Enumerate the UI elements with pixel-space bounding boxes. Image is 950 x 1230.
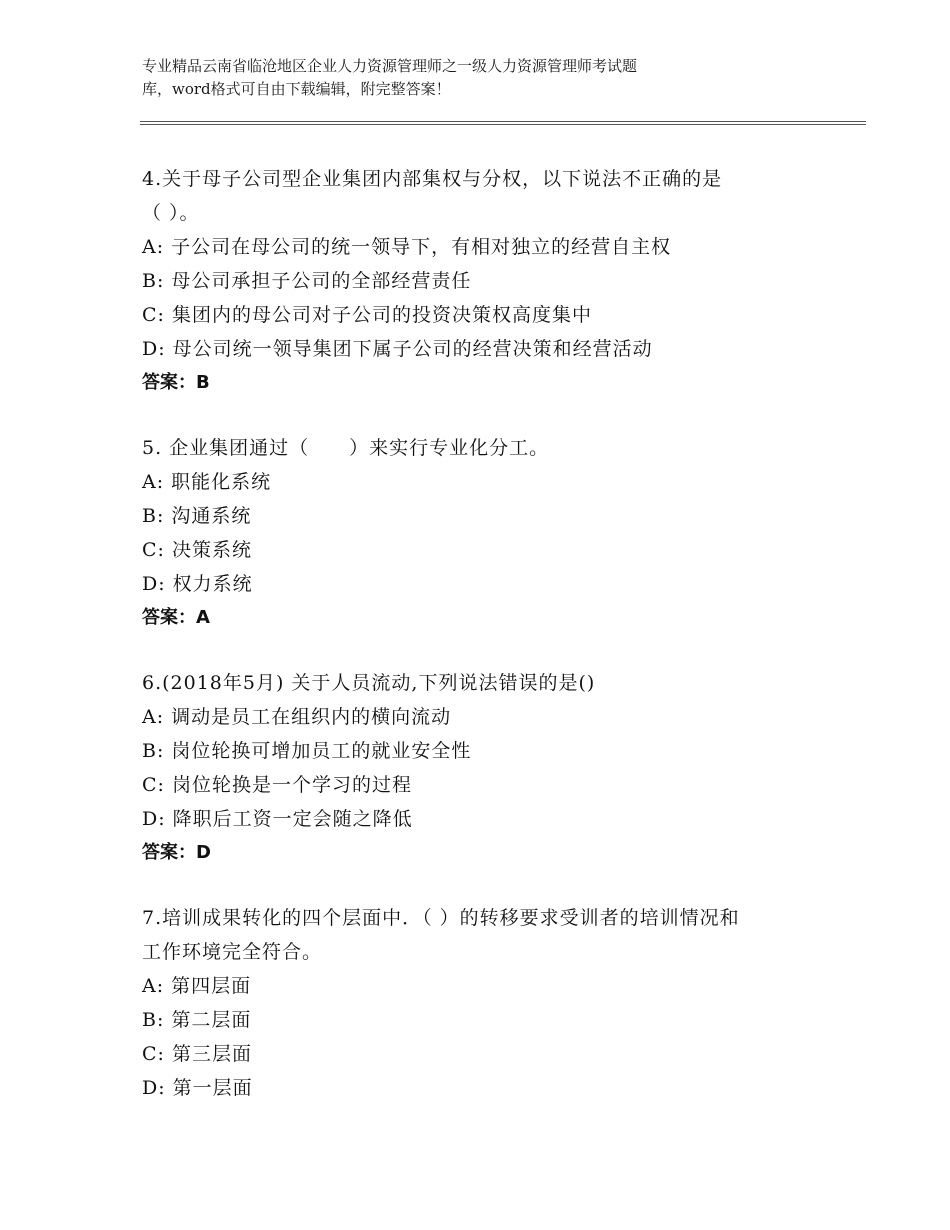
option-c: C: 第三层面 — [142, 1043, 252, 1065]
option-c: C: 岗位轮换是一个学习的过程 — [142, 774, 412, 796]
question-stem — [142, 431, 832, 465]
question-stem-line: 5. 企业集团通过（ ）来实行专业化分工。 — [142, 437, 550, 459]
document-header — [142, 55, 842, 101]
option-d: D: 母公司统一领导集团下属子公司的经营决策和经营活动 — [142, 338, 653, 360]
option-b: B: 第二层面 — [142, 1009, 252, 1031]
question-5 — [142, 431, 832, 635]
question-stem-line: （ ）。 — [142, 202, 200, 224]
question-stem — [142, 162, 832, 230]
answer-label: 答案：D — [142, 842, 211, 863]
question-stem — [142, 666, 832, 700]
question-stem-line: 4.关于母子公司型企业集团内部集权与分权，以下说法不正确的是 — [142, 168, 723, 190]
option-c: C: 决策系统 — [142, 539, 252, 561]
question-stem-line: 工作环境完全符合。 — [142, 941, 323, 963]
header-title-line-2: 库，word格式可自由下载编辑，附完整答案！ — [142, 80, 451, 98]
answer-label: 答案：B — [142, 372, 210, 393]
header-divider-top — [140, 121, 866, 122]
header-title-line-1: 专业精品云南省临沧地区企业人力资源管理师之一级人力资源管理师考试题 — [142, 57, 638, 75]
option-a: A: 调动是员工在组织内的横向流动 — [142, 706, 452, 728]
option-b: B: 沟通系统 — [142, 505, 252, 527]
option-a: A: 子公司在母公司的统一领导下，有相对独立的经营自主权 — [142, 236, 672, 258]
option-a: A: 第四层面 — [142, 975, 252, 997]
option-d: D: 第一层面 — [142, 1077, 253, 1099]
option-a: A: 职能化系统 — [142, 471, 272, 493]
question-stem-line: 6.(2018年5月) 关于人员流动,下列说法错误的是() — [142, 672, 596, 694]
question-stem-line: 7.培训成果转化的四个层面中．（ ）的转移要求受训者的培训情况和 — [142, 907, 740, 929]
answer-label: 答案：A — [142, 607, 210, 628]
header-divider-bottom — [140, 124, 866, 125]
question-6 — [142, 666, 832, 870]
option-d: D: 降职后工资一定会随之降低 — [142, 808, 413, 830]
option-b: B: 岗位轮换可增加员工的就业安全性 — [142, 740, 472, 762]
question-7 — [142, 901, 832, 1105]
question-list — [142, 162, 832, 1136]
option-c: C: 集团内的母公司对子公司的投资决策权高度集中 — [142, 304, 592, 326]
question-stem — [142, 901, 832, 969]
option-d: D: 权力系统 — [142, 573, 253, 595]
question-4 — [142, 162, 832, 400]
option-b: B: 母公司承担子公司的全部经营责任 — [142, 270, 472, 292]
